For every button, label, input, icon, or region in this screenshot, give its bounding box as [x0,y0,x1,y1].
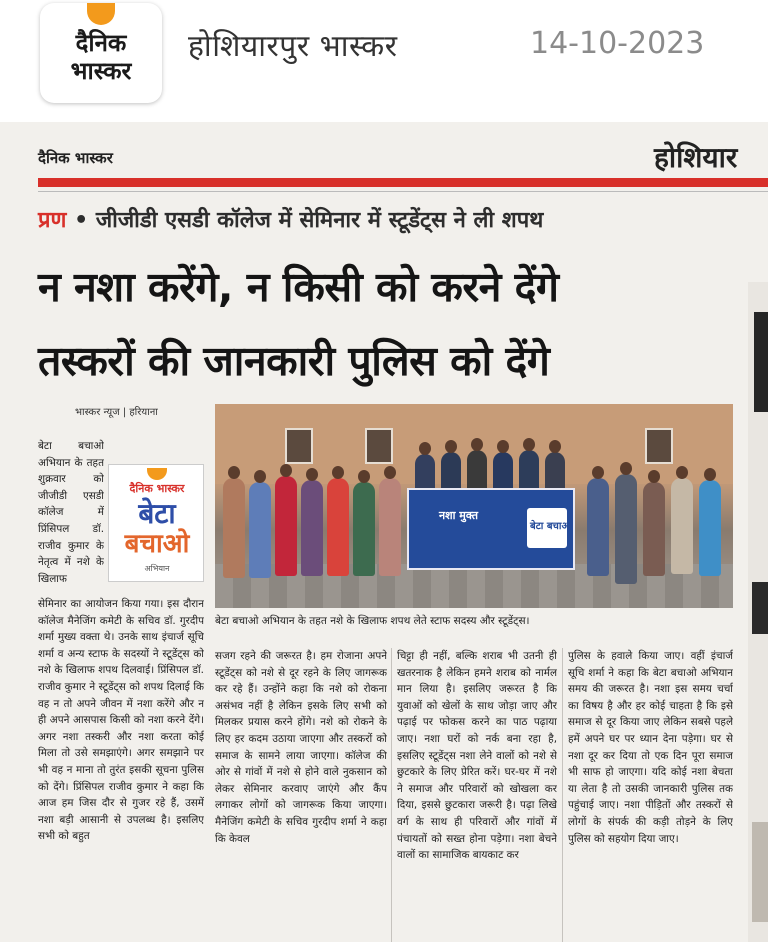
column-divider [391,648,392,942]
beta-bachao-insert [108,464,204,582]
newspaper-clipping [0,122,768,942]
logo-text-line1: दैनिक [75,29,127,57]
article-column-3: चिट्टा ही नहीं, बल्कि शराब भी उतनी ही खतरनाक है लेकिन हमने शराब को नार्मल मान लिया है। इसलिए जरूरत है कि युवाओं को खेलों के साथ जोड़ा जाए और पढ़ाई पर फोकस करने का पाठ पढ़ाया जाए। नशा घरों को नर्क बना रहा है, इसलिए स्टूडेंट्स नशा लेने वालों को नशे से छुटकारे के लिए प्रेरित करें। घर-घर में नशे ने समाज और परिवारों को खोखला कर दिया, इससे छुटकारा जरूरी है। पढ़ा लिखे वर्ग के साथ ही परिवारों और गांवों में पंचायतों को सख्त होना पड़ेगा। नशा बेचने वालों का सामाजिक बायकाट कर [397,650,557,862]
masthead-thin-rule [38,191,768,192]
edition-title: होशियारपुर भास्कर [188,29,398,64]
masthead-red-rule [38,178,768,187]
headline-line2: तस्करों की जानकारी पुलिस को देंगे [38,337,550,385]
banner-badge-text: बेटा बचाओ [530,521,572,532]
insert-word2: बचाओ [124,529,190,559]
insert-word1: बेटा [138,497,176,530]
app-header [0,0,768,120]
sun-logo-icon [87,3,115,25]
adjacent-article-edge [748,282,768,942]
insert-sun-icon [147,468,167,480]
logo-text-line2: भास्कर [70,57,132,85]
article-column-1: सेमिनार का आयोजन किया गया। इस दौरान कॉलेज मैनेजिंग कमेटी के सचिव डॉ. गुरदीप शर्मा मुख्य वक्ता थे। उनके साथ इंचार्ज सूचि शर्मा व अन्य स्टाफ के सदस्यों ने स्टूडेंट्स को नशे के खिलाफ शपथ दिलवाई। प्रिंसिपल डॉ. राजीव कुमार ने स्टूडेंट्स को शपथ दिलाई कि वह न तो अपने जीवन में नशा करेंगे और न ही अपने आसपास किसी को नशा करने देंगे। अगर नशा तस्करी और नशा करता कोई मिला तो उसे समझाएंगे। अगर समझाने पर भी वह न माना तो तुरंत इसकी सूचना पुलिस को देंगे। प्रिंसिपल राजीव कुमार ने कहा कि आज हम जिस दौर से गुजर रहे हैं, उसमें नशा बड़ी आसानी से उपलब्ध है। इसलिए सभी को बहुत [38,598,204,843]
kicker-tag: प्रण [38,208,67,233]
article-column-2: सजग रहने की जरूरत है। हम रोजाना अपने स्टूडेंट्स को नशे से दूर रहने के लिए जागरूक कर रहे हैं। उन्होंने कहा कि नशे को रोकना असंभव नहीं है लेकिन इसके लिए सभी को मिलकर प्रयास करने होंगे। नशे को रोकने के लिए हर कदम उठाया जाएगा और तस्करों को समाज के सामने लाया जाएगा। कॉलेज की ओर से गांवों में नशे से होने वाले नुकसान को लेकर सेमिनार करवाए जाएंगे और कैंप लगाकर लोगों को जागरूक किया जाएगा। मैनेजिंग कमेटी के सचिव गुरदीप शर्मा ने कहा कि केवल [215,650,387,845]
photo-caption: बेटा बचाओ अभियान के तहत नशे के खिलाफ शपथ लेते स्टाफ सदस्य और स्टूडेंट्स। [215,615,530,627]
dainik-bhaskar-logo[interactable] [40,3,162,103]
insert-brand: दैनिक भास्कर [129,482,185,495]
article-column-1-top: बेटा बचाओ अभियान के तहत शुक्रवार को जीजीडी एसडी कॉलेज में प्रिंसिपल डॉ. राजीव कुमार के नेतृत्व में नशे के खिलाफ [38,440,104,585]
edition-date: 14-10-2023 [530,26,705,61]
banner-text: नशा मुक्त [439,509,479,522]
insert-sub: अभियान [144,564,170,573]
photo-banner [407,488,575,570]
masthead-edition: होशियार [654,141,738,174]
article-column-4: पुलिस के हवाले किया जाए। वहीं इंचार्ज सूचि शर्मा ने कहा कि बेटा बचाओ अभियान समय की जरूरत है। नशा इस समय चर्चा का विषय है और हर कोई चाहता है कि इसे समाज से दूर किया जाए लेकिन सबसे पहले हमें अपने घर पर ध्यान देना पड़ेगा। घर से नशा दूर कर दिया तो एक दिन पूरा समाज भी साफ हो जाएगा। यदि कोई नशा बेचता या लेता है तो उसकी जानकारी पुलिस तक पहुंचाई जाए। नशा पीड़ितों और तस्करों से लोगों के संपर्क की कड़ी तोड़ने के लिए पुलिस को सहयोग दिया जाए। [568,650,733,845]
headline-line1: न नशा करेंगे, न किसी को करने देंगे [38,263,559,311]
column-divider [562,648,563,942]
article-kicker [38,204,543,234]
group-photo [215,404,733,608]
kicker-text: • जीजीडी एसडी कॉलेज में सेमिनार में स्टूडेंट्स ने ली शपथ [66,208,544,233]
masthead-brand: दैनिक भास्कर [38,149,113,167]
byline: भास्कर न्यूज | हरियाना [75,407,158,418]
